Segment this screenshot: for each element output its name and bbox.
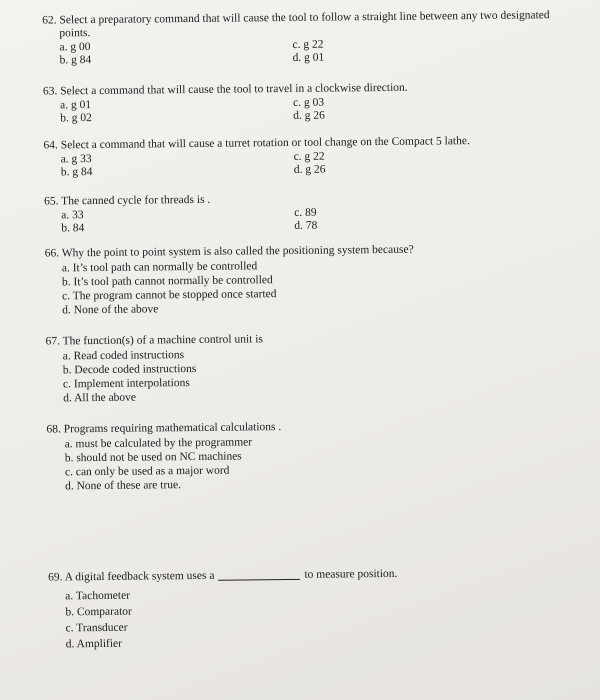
option-b[interactable]: b. g 02 (60, 112, 92, 125)
question-67 (46, 333, 264, 405)
option-d[interactable]: d. Amplifier (65, 637, 123, 651)
answer-options (62, 258, 415, 318)
option-a[interactable]: a. must be calculated by the programmer (64, 436, 253, 451)
option-c[interactable]: c. g 03 (293, 96, 325, 109)
option-c[interactable]: c. 89 (294, 206, 317, 219)
option-d[interactable]: d. g 01 (292, 51, 325, 64)
option-b[interactable]: b. It’s tool path cannot normally be controlled (61, 274, 273, 289)
option-c[interactable]: c. The program cannot be stopped once started (62, 288, 277, 303)
question-66 (45, 244, 415, 318)
option-a[interactable]: a. It’s tool path can normally be controlled (61, 260, 258, 275)
option-b[interactable]: b. 84 (61, 222, 85, 235)
option-a[interactable]: a. Read coded instructions (62, 349, 185, 363)
question-64 (43, 135, 470, 180)
question-stem: 63. Select a command that will cause the tool to travel in a clockwise direction. (42, 81, 408, 98)
option-d[interactable]: d. None of these are true. (65, 479, 182, 493)
option-b[interactable]: b. g 84 (60, 166, 93, 179)
option-b[interactable]: b. should not be used on NC machines (64, 450, 242, 465)
answer-options (59, 36, 550, 68)
question-stem: 64. Select a command that will cause a turret rotation or tool change on the Compact 5 lathe. (43, 135, 470, 152)
option-c[interactable]: c. Transducer (65, 621, 128, 635)
question-stem: 67. The function(s) of a machine control unit is (45, 333, 263, 348)
answer-options (63, 347, 264, 405)
option-d[interactable]: d. g 26 (293, 163, 326, 176)
question-62 (42, 9, 550, 68)
option-d[interactable]: d. All the above (63, 391, 137, 405)
question-stem: 68. Programs requiring mathematical calculations . (46, 421, 282, 436)
option-d[interactable]: d. 78 (294, 219, 318, 232)
option-d[interactable]: d. None of the above (62, 303, 159, 317)
question-63 (43, 82, 408, 127)
question-stem: 65. The canned cycle for threads is . (44, 193, 211, 208)
question-65 (44, 193, 318, 237)
answer-options (61, 206, 318, 237)
option-c[interactable]: c. g 22 (293, 150, 325, 163)
option-b[interactable]: b. g 84 (59, 54, 92, 67)
option-a[interactable]: a. Tachometer (65, 589, 131, 603)
question-stem: 62. Select a preparatory command that will cause the tool to follow a straight line between any two designated (42, 9, 550, 27)
answer-options (61, 149, 471, 180)
option-d[interactable]: d. g 26 (293, 109, 325, 122)
option-a[interactable]: a. 33 (61, 209, 84, 222)
question-stem-after-blank: to measure position. (304, 567, 398, 581)
question-stem: 66. Why the point to point system is also called the positioning system because? (44, 243, 414, 260)
option-b[interactable]: b. Decode coded instructions (62, 362, 197, 377)
question-stem-before-blank: 69. A digital feedback system uses a (47, 569, 215, 584)
option-c[interactable]: c. g 22 (292, 38, 324, 51)
option-c[interactable]: c. Implement interpolations (62, 377, 190, 391)
option-a[interactable]: a. g 33 (60, 153, 92, 166)
option-a[interactable]: a. g 00 (59, 41, 91, 54)
answer-options (65, 585, 398, 652)
question-69 (48, 568, 398, 653)
answer-options (60, 96, 408, 127)
option-a[interactable]: a. g 01 (60, 99, 92, 112)
question-stem (48, 568, 397, 585)
question-stem-continued: points. (59, 27, 91, 40)
question-68 (46, 421, 281, 493)
answer-options (65, 435, 282, 493)
fill-in-blank[interactable] (218, 579, 300, 581)
option-c[interactable]: c. can only be used as a major word (64, 464, 230, 479)
option-b[interactable]: b. Comparator (65, 605, 132, 619)
